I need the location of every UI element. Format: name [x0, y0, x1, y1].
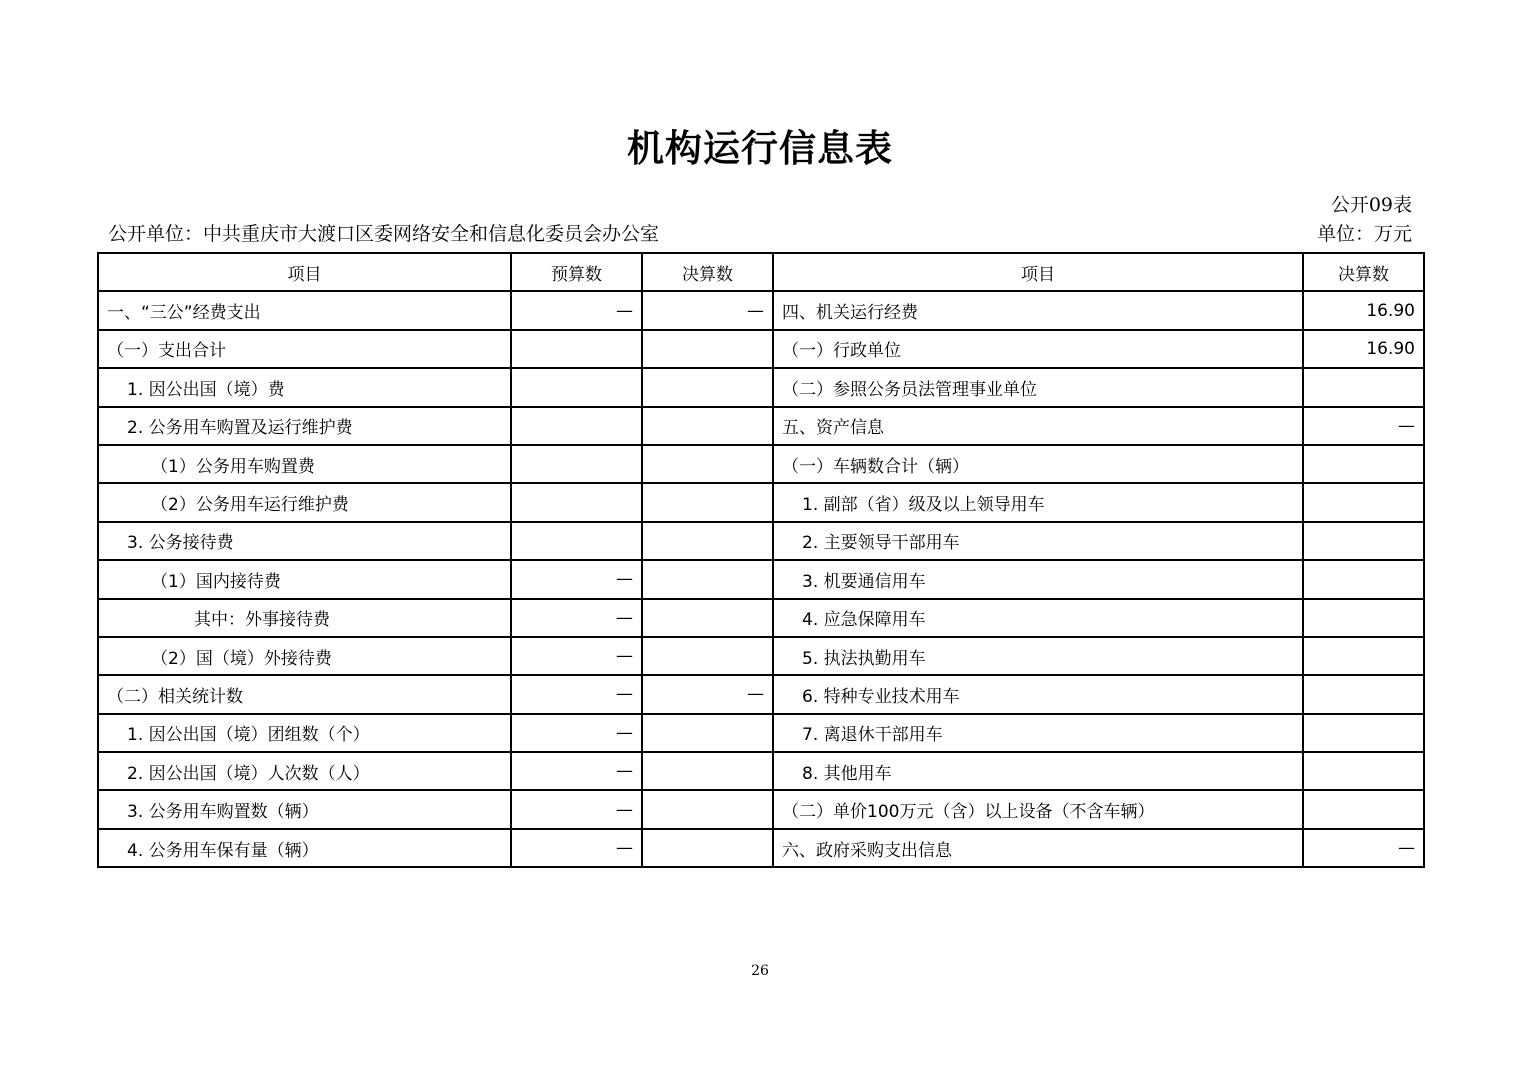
page-number: 26: [751, 963, 769, 979]
final-cell-right: 16.90: [1303, 291, 1424, 329]
budget-cell: —: [511, 752, 642, 790]
row-label-right: 6. 特种专业技术用车: [773, 675, 1303, 713]
final-cell-right: [1303, 368, 1424, 406]
budget-cell: —: [511, 637, 642, 675]
header-budget: 预算数: [511, 253, 642, 291]
row-label-right: 4. 应急保障用车: [773, 599, 1303, 637]
budget-cell: —: [511, 714, 642, 752]
final-cell: [642, 368, 773, 406]
currency-unit: 单位：万元: [1316, 223, 1412, 245]
reporting-unit: 公开单位：中共重庆市大渡口区委网络安全和信息化委员会办公室: [108, 223, 660, 245]
final-cell: [642, 829, 773, 867]
final-cell: [642, 560, 773, 598]
budget-cell: [511, 407, 642, 445]
budget-cell: —: [511, 829, 642, 867]
page-title: 机构运行信息表: [627, 127, 893, 170]
row-label-right: 3. 机要通信用车: [773, 560, 1303, 598]
row-label-right: （一）车辆数合计（辆）: [773, 445, 1303, 483]
final-cell-right: [1303, 714, 1424, 752]
final-cell: [642, 522, 773, 560]
final-cell-right: [1303, 790, 1424, 828]
row-label: （2）国（境）外接待费: [98, 637, 511, 675]
final-cell-right: —: [1303, 407, 1424, 445]
table-row: [98, 560, 1424, 598]
final-cell-right: [1303, 675, 1424, 713]
row-label: 1. 因公出国（境）费: [98, 368, 511, 406]
row-label: 3. 公务用车购置数（辆）: [98, 790, 511, 828]
row-label: 3. 公务接待费: [98, 522, 511, 560]
final-cell-right: [1303, 560, 1424, 598]
table-row: [98, 368, 1424, 406]
budget-cell: [511, 445, 642, 483]
row-label: 4. 公务用车保有量（辆）: [98, 829, 511, 867]
table-row: [98, 790, 1424, 828]
table-row: [98, 675, 1424, 713]
row-label: （1）公务用车购置费: [98, 445, 511, 483]
form-number: 公开09表: [1330, 194, 1412, 216]
final-cell: [642, 330, 773, 368]
header-item: 项目: [98, 253, 511, 291]
final-cell: [642, 483, 773, 521]
table-row: [98, 714, 1424, 752]
table-row: [98, 330, 1424, 368]
table-row: [98, 407, 1424, 445]
row-label: （一）支出合计: [98, 330, 511, 368]
final-cell: [642, 790, 773, 828]
budget-cell: [511, 368, 642, 406]
row-label: （1）国内接待费: [98, 560, 511, 598]
row-label-right: 2. 主要领导干部用车: [773, 522, 1303, 560]
header-row: [98, 253, 1424, 291]
table-row: [98, 522, 1424, 560]
final-cell: [642, 407, 773, 445]
final-cell: [642, 752, 773, 790]
table-row: [98, 291, 1424, 329]
final-cell: [642, 445, 773, 483]
final-cell: [642, 714, 773, 752]
final-cell-right: [1303, 445, 1424, 483]
final-cell-right: [1303, 599, 1424, 637]
row-label-right: 1. 副部（省）级及以上领导用车: [773, 483, 1303, 521]
row-label: 其中：外事接待费: [98, 599, 511, 637]
row-label-right: 8. 其他用车: [773, 752, 1303, 790]
final-cell-right: [1303, 522, 1424, 560]
final-cell-right: [1303, 637, 1424, 675]
budget-cell: [511, 483, 642, 521]
budget-cell: —: [511, 291, 642, 329]
row-label-right: 五、资产信息: [773, 407, 1303, 445]
final-cell-right: —: [1303, 829, 1424, 867]
row-label-right: （二）单价100万元（含）以上设备（不含车辆）: [773, 790, 1303, 828]
row-label-right: （二）参照公务员法管理事业单位: [773, 368, 1303, 406]
table-row: [98, 599, 1424, 637]
budget-cell: —: [511, 790, 642, 828]
table-row: [98, 483, 1424, 521]
row-label-right: 7. 离退休干部用车: [773, 714, 1303, 752]
table-row: [98, 829, 1424, 867]
budget-cell: [511, 330, 642, 368]
final-cell: [642, 637, 773, 675]
row-label-right: 六、政府采购支出信息: [773, 829, 1303, 867]
row-label: （二）相关统计数: [98, 675, 511, 713]
header-final: 决算数: [642, 253, 773, 291]
table-row: [98, 637, 1424, 675]
table-row: [98, 445, 1424, 483]
budget-cell: —: [511, 560, 642, 598]
final-cell: —: [642, 291, 773, 329]
budget-cell: —: [511, 675, 642, 713]
final-cell: [642, 599, 773, 637]
final-cell: —: [642, 675, 773, 713]
table-row: [98, 752, 1424, 790]
budget-cell: [511, 522, 642, 560]
header-final-right: 决算数: [1303, 253, 1424, 291]
row-label: 2. 公务用车购置及运行维护费: [98, 407, 511, 445]
final-cell-right: [1303, 483, 1424, 521]
row-label: 1. 因公出国（境）团组数（个）: [98, 714, 511, 752]
header-item-right: 项目: [773, 253, 1303, 291]
row-label: 2. 因公出国（境）人次数（人）: [98, 752, 511, 790]
budget-cell: —: [511, 599, 642, 637]
row-label: 一、“三公”经费支出: [98, 291, 511, 329]
final-cell-right: 16.90: [1303, 330, 1424, 368]
row-label-right: 四、机关运行经费: [773, 291, 1303, 329]
row-label-right: （一）行政单位: [773, 330, 1303, 368]
row-label: （2）公务用车运行维护费: [98, 483, 511, 521]
info-table: [97, 252, 1425, 868]
row-label-right: 5. 执法执勤用车: [773, 637, 1303, 675]
final-cell-right: [1303, 752, 1424, 790]
